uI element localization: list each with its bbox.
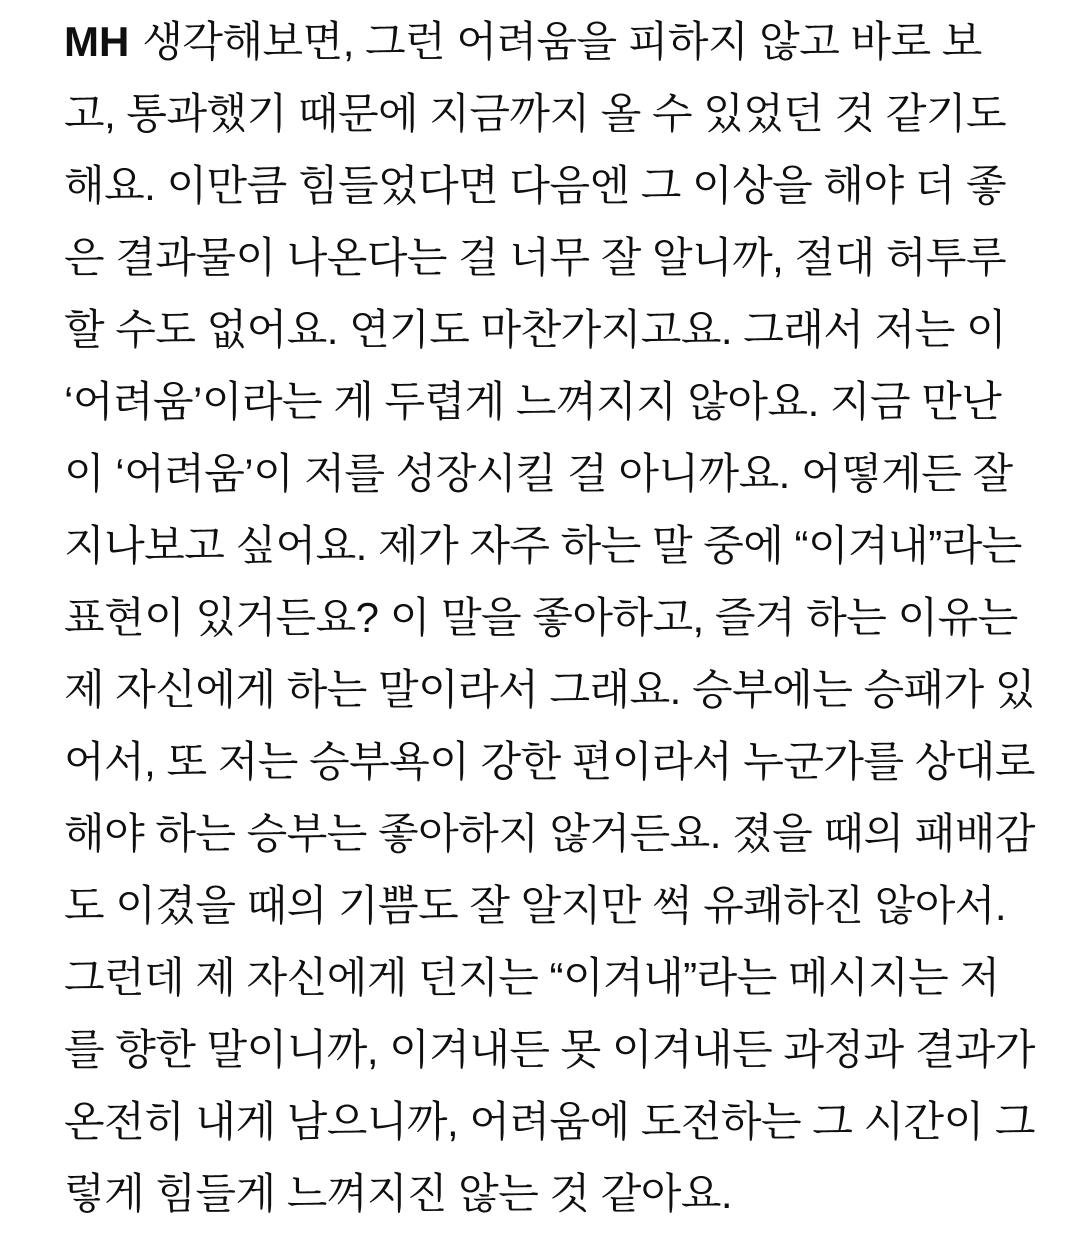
paragraph-line: 도 이겼을 때의 기쁨도 잘 알지만 썩 유쾌하진 않아서. — [64, 882, 1007, 929]
paragraph-line: 은 결과물이 나온다는 걸 너무 잘 알니까, 절대 허투루 — [64, 234, 1007, 281]
paragraph-line: 해야 하는 승부는 좋아하지 않거든요. 졌을 때의 패배감 — [64, 810, 1035, 857]
paragraph-line: 제 자신에게 하는 말이라서 그래요. 승부에는 승패가 있 — [64, 666, 1035, 713]
paragraph-line — [64, 6, 1040, 78]
line-text: 생각해보면, 그런 어려움을 피하지 않고 바로 보 — [142, 18, 982, 65]
paragraph-line: 할 수도 없어요. 연기도 마찬가지고요. 그래서 저는 이 — [64, 306, 1007, 353]
paragraph-line: ‘어려움’이라는 게 두렵게 느껴지지 않아요. 지금 만난 — [64, 378, 1002, 425]
paragraph-line: 어서, 또 저는 승부욕이 강한 편이라서 누군가를 상대로 — [64, 738, 1035, 785]
paragraph-line: 그런데 제 자신에게 던지는 “이겨내”라는 메시지는 저 — [64, 954, 1000, 1001]
paragraph-line: 온전히 내게 남으니까, 어려움에 도전하는 그 시간이 그 — [64, 1098, 1035, 1145]
speaker-label: MH — [64, 18, 130, 65]
paragraph-line: 고, 통과했기 때문에 지금까지 올 수 있었던 것 같기도 — [64, 90, 1007, 137]
paragraph-line: 표현이 있거든요? 이 말을 좋아하고, 즐겨 하는 이유는 — [64, 594, 1018, 641]
paragraph-line: 해요. 이만큼 힘들었다면 다음엔 그 이상을 해야 더 좋 — [64, 162, 1007, 209]
paragraph-line: 렇게 힘들게 느껴지진 않는 것 같아요. — [64, 1170, 733, 1217]
paragraph-line: 이 ‘어려움’이 저를 성장시킬 걸 아니까요. 어떻게든 잘 — [64, 450, 1013, 497]
paragraph-line: 지나보고 싶어요. 제가 자주 하는 말 중에 “이겨내”라는 — [64, 522, 1022, 569]
paragraph-line: 를 향한 말이니까, 이겨내든 못 이겨내든 과정과 결과가 — [64, 1026, 1035, 1073]
